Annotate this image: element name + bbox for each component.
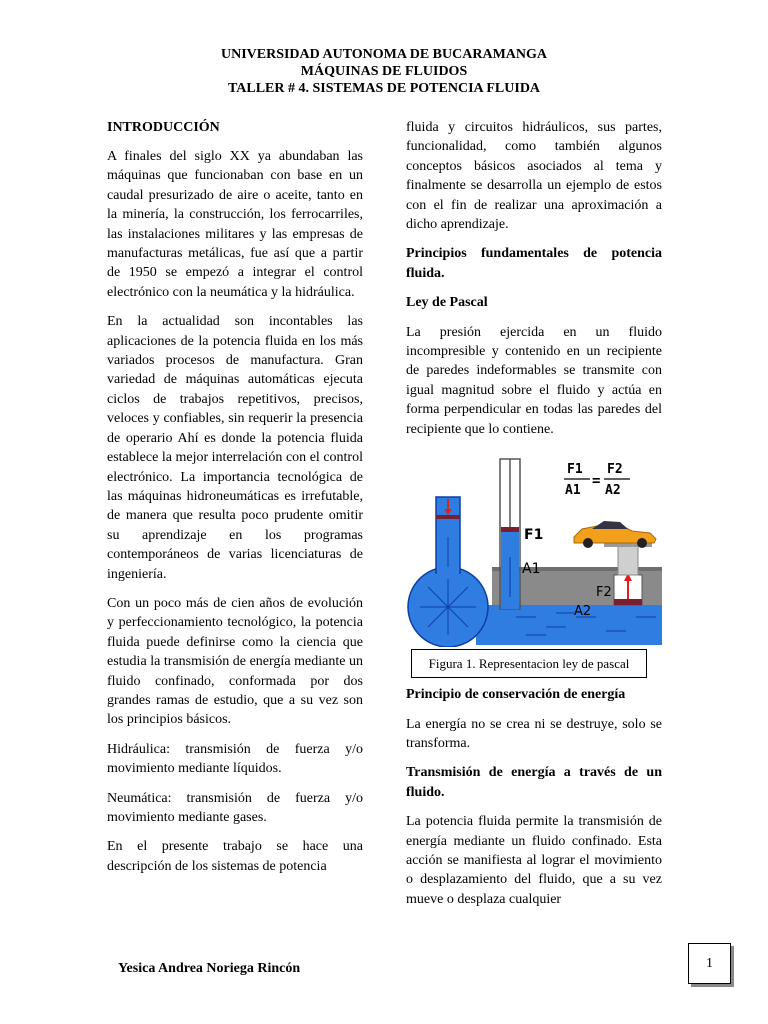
svg-text:A2: A2: [605, 483, 621, 499]
intro-paragraph-1: A finales del siglo XX ya abundaban las máquinas que funcionaban con base en un caudal presurizado de aire o aceite, tanto en la minería, la construcción, los ferrocarriles, las instalaciones militares y las empresas de manufacturas metálicas, fue así que a partir de 1950 se empezó a integrar el control electrónico con la neumática y la hidráulica.: [107, 149, 363, 300]
energy-conservation-heading: Principio de conservación de energía: [406, 687, 626, 703]
energy-conservation-paragraph: La energía no se crea ni se destruye, solo se transforma.: [406, 716, 662, 751]
pascal-heading: Ley de Pascal: [406, 295, 488, 311]
continued-paragraph: fluida y circuitos hidráulicos, sus partes, funcionalidad, como también algunos conceptos básicos asociados al tema y finalmente se desarrolla un ejemplo de estos con el fin de realizar una aproximación a dicho aprendizaje.: [406, 120, 662, 233]
large-piston: [614, 599, 642, 605]
intro-paragraph-2: En la actualidad son incontables las aplicaciones de la potencia fluida en los más variados procesos de manufactura. Gran variedad de máquinas automáticas ejecuta ciclos de trabajos repetitivos, precisos, veloces y confiables, sin requerir la presencia de operario Ahí es donde la potencia fluida establece la mejor interrelación con el control electrónico. La importancia tecnológica de las máquinas hidroneumáticas es irrefutable, de manera que resulta poco prudente omitir su aprendizaje en los programas contemporáneos de varias licenciaturas de ingeniería.: [107, 314, 363, 582]
intro-paragraph-6: En el presente trabajo se hace una descripción de los sistemas de potencia: [107, 839, 363, 874]
right-column: [406, 118, 662, 919]
energy-transmission-heading: Transmisión de energía a través de un fluido.: [406, 765, 662, 800]
small-piston: [501, 527, 519, 532]
f2-label: F2: [596, 585, 612, 601]
course-name: MÁQUINAS DE FLUIDOS: [300, 64, 468, 79]
page-number: 1: [688, 943, 731, 984]
svg-text:F1: F1: [567, 462, 583, 478]
author-name: Yesica Andrea Noriega Rincón: [118, 961, 301, 976]
pascal-paragraph: La presión ejercida en un fluido incompresible y contenido en un recipiente de paredes indeformables se transmite con igual magnitud sobre el fluido y actúa en forma perpendicular en todas las paredes del recipiente que lo contiene.: [406, 324, 662, 437]
pascal-figure: [406, 457, 662, 671]
document-header: [0, 46, 768, 97]
fluid-channel: [476, 605, 662, 645]
a2-label: A2: [574, 604, 592, 620]
pascal-illustration: [406, 457, 662, 647]
flask-piston: [436, 515, 460, 519]
fundamentals-heading: Principios fundamentales de potencia fluida.: [406, 246, 662, 281]
energy-transmission-paragraph: La potencia fluida permite la transmisión de energía mediante un fluido confinado. Esta acción se manifiesta al lograr el movimiento o desplazamiento del fluido, que a su vez mueve o desplaza cualquier: [406, 814, 662, 907]
svg-text:F2: F2: [607, 462, 623, 478]
f1-label: F1: [524, 527, 544, 544]
figure-caption: Figura 1. Representacion ley de pascal: [411, 649, 647, 678]
workshop-title: TALLER # 4. SISTEMAS DE POTENCIA FLUIDA: [227, 81, 541, 96]
pascal-equation: [564, 462, 630, 498]
university-name: UNIVERSIDAD AUTONOMA DE BUCARAMANGA: [220, 47, 548, 62]
neumatica-definition: Neumática: transmisión de fuerza y/o movimiento mediante gases.: [107, 790, 363, 825]
svg-text:=: =: [592, 473, 601, 490]
intro-paragraph-3: Con un poco más de cien años de evolución y perfeccionamiento tecnológico, la potencia fluida puede definirse como la ciencia que estudia la transmisión de energía mediante un fluido confinado, conformada por dos grandes ramas de estudio, que a su vez son los principios básicos.: [107, 595, 363, 728]
a1-label: A1: [522, 561, 541, 578]
intro-heading: INTRODUCCIÓN: [107, 120, 220, 135]
lift-column: [618, 545, 638, 575]
left-column: [107, 118, 363, 886]
svg-text:A1: A1: [565, 483, 581, 499]
hidraulica-definition: Hidráulica: transmisión de fuerza y/o movimiento mediante líquidos.: [107, 741, 363, 777]
